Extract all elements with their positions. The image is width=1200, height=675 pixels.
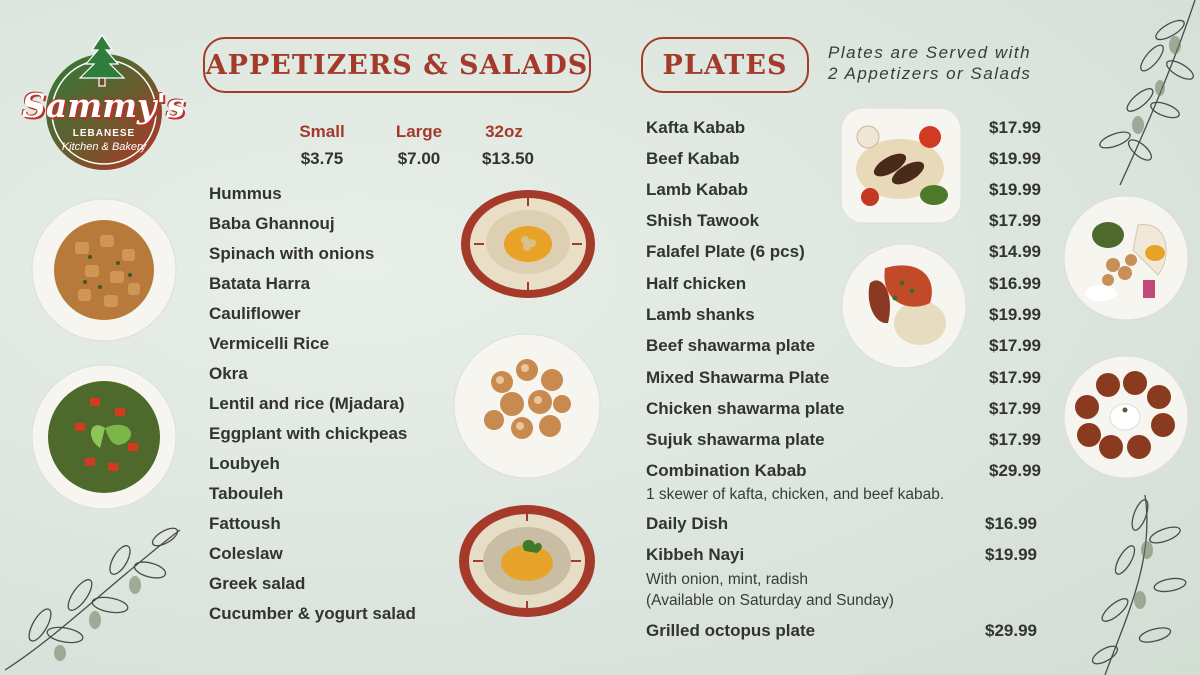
plate-description: 1 skewer of kafta, chicken, and beef kabab. [646, 486, 945, 503]
list-item: Cauliflower [209, 304, 301, 323]
plate-price: $17.99 [989, 430, 1041, 449]
plate-name: Grilled octopus plate [646, 621, 816, 640]
batata-harra-dish-image [30, 197, 178, 343]
plate-name: Shish Tawook [646, 211, 760, 230]
plate-name: Combination Kabab [646, 461, 807, 480]
plate-price: $17.99 [989, 368, 1041, 387]
plate-name: Lamb Kabab [646, 180, 749, 199]
kabab-plate-image [840, 107, 962, 224]
list-item: Loubyeh [209, 454, 280, 473]
list-item: Fattoush [209, 514, 281, 533]
list-item: Okra [209, 364, 248, 383]
olive-branch-top-right-decoration [1080, 0, 1200, 190]
cauliflower-dish-image [452, 332, 602, 480]
baba-ghannouj-dish-image [457, 503, 597, 619]
plate-name: Chicken shawarma plate [646, 399, 845, 418]
list-item: Greek salad [209, 574, 306, 593]
logo-name: Sammy's [22, 86, 185, 125]
appetizers-section-title: APPETIZERS & SALADS [203, 37, 591, 93]
plates-note [828, 42, 1128, 84]
appetizer-list [209, 183, 459, 633]
list-item: Eggplant with chickpeas [209, 424, 408, 443]
tabouleh-dish-image [30, 363, 178, 511]
logo-subtitle-lebanese: LEBANESE [72, 128, 136, 139]
size-label-large: Large [395, 122, 443, 141]
plate-name: Beef shawarma plate [646, 336, 816, 355]
list-item: Batata Harra [209, 274, 311, 293]
plate-description: With onion, mint, radish [646, 571, 808, 588]
size-label-32oz: 32oz [485, 122, 523, 141]
falafel-plate-image [1063, 355, 1190, 479]
plates-note-line1: Plates are Served with [828, 43, 1032, 62]
list-item: Vermicelli Rice [209, 334, 330, 353]
plate-price: $14.99 [989, 242, 1041, 261]
plate-price: $17.99 [989, 336, 1041, 355]
restaurant-logo [22, 30, 185, 175]
plates-note-line2: 2 Appetizers or Salads [828, 64, 1032, 83]
plate-name: Beef Kabab [646, 149, 740, 168]
plate-name: Daily Dish [646, 514, 729, 533]
half-chicken-plate-image [840, 243, 968, 370]
size-price-large: $7.00 [397, 149, 441, 168]
size-label-small: Small [299, 122, 345, 141]
plate-price: $19.99 [985, 545, 1037, 564]
plate-name: Sujuk shawarma plate [646, 430, 825, 449]
plate-price: $19.99 [989, 305, 1041, 324]
plate-name: Kibbeh Nayi [646, 545, 745, 564]
plates-section-title: PLATES [641, 37, 809, 93]
plate-price: $19.99 [989, 149, 1041, 168]
plate-price: $29.99 [989, 461, 1041, 480]
size-price-small: $3.75 [300, 149, 344, 168]
list-item: Cucumber & yogurt salad [209, 604, 416, 623]
plate-name: Falafel Plate (6 pcs) [646, 242, 805, 261]
plate-price: $17.99 [989, 211, 1041, 230]
plate-price: $19.99 [989, 180, 1041, 199]
plate-name: Lamb shanks [646, 305, 755, 324]
logo-subtitle-kitchen: Kitchen & Bakery [61, 141, 147, 153]
hummus-dish-image [459, 188, 597, 300]
plate-price: $17.99 [989, 399, 1041, 418]
list-item: Tabouleh [209, 484, 284, 503]
olive-branch-bottom-right-decoration [1085, 490, 1200, 675]
plate-price: $29.99 [985, 621, 1037, 640]
list-item: Baba Ghannouj [209, 214, 335, 233]
list-item: Spinach with onions [209, 244, 375, 263]
plate-name: Half chicken [646, 274, 747, 293]
plate-name: Kafta Kabab [646, 118, 746, 137]
list-item: Lentil and rice (Mjadara) [209, 394, 405, 413]
shawarma-plate-image [1063, 195, 1190, 321]
olive-branch-bottom-left-decoration [0, 515, 190, 675]
plate-price: $16.99 [985, 514, 1037, 533]
size-price-32oz: $13.50 [482, 149, 534, 168]
plate-name: Mixed Shawarma Plate [646, 368, 830, 387]
plate-price: $16.99 [989, 274, 1041, 293]
plate-price: $17.99 [989, 118, 1041, 137]
list-item: Hummus [209, 184, 282, 203]
plate-description: (Available on Saturday and Sunday) [646, 592, 894, 609]
list-item: Coleslaw [209, 544, 283, 563]
